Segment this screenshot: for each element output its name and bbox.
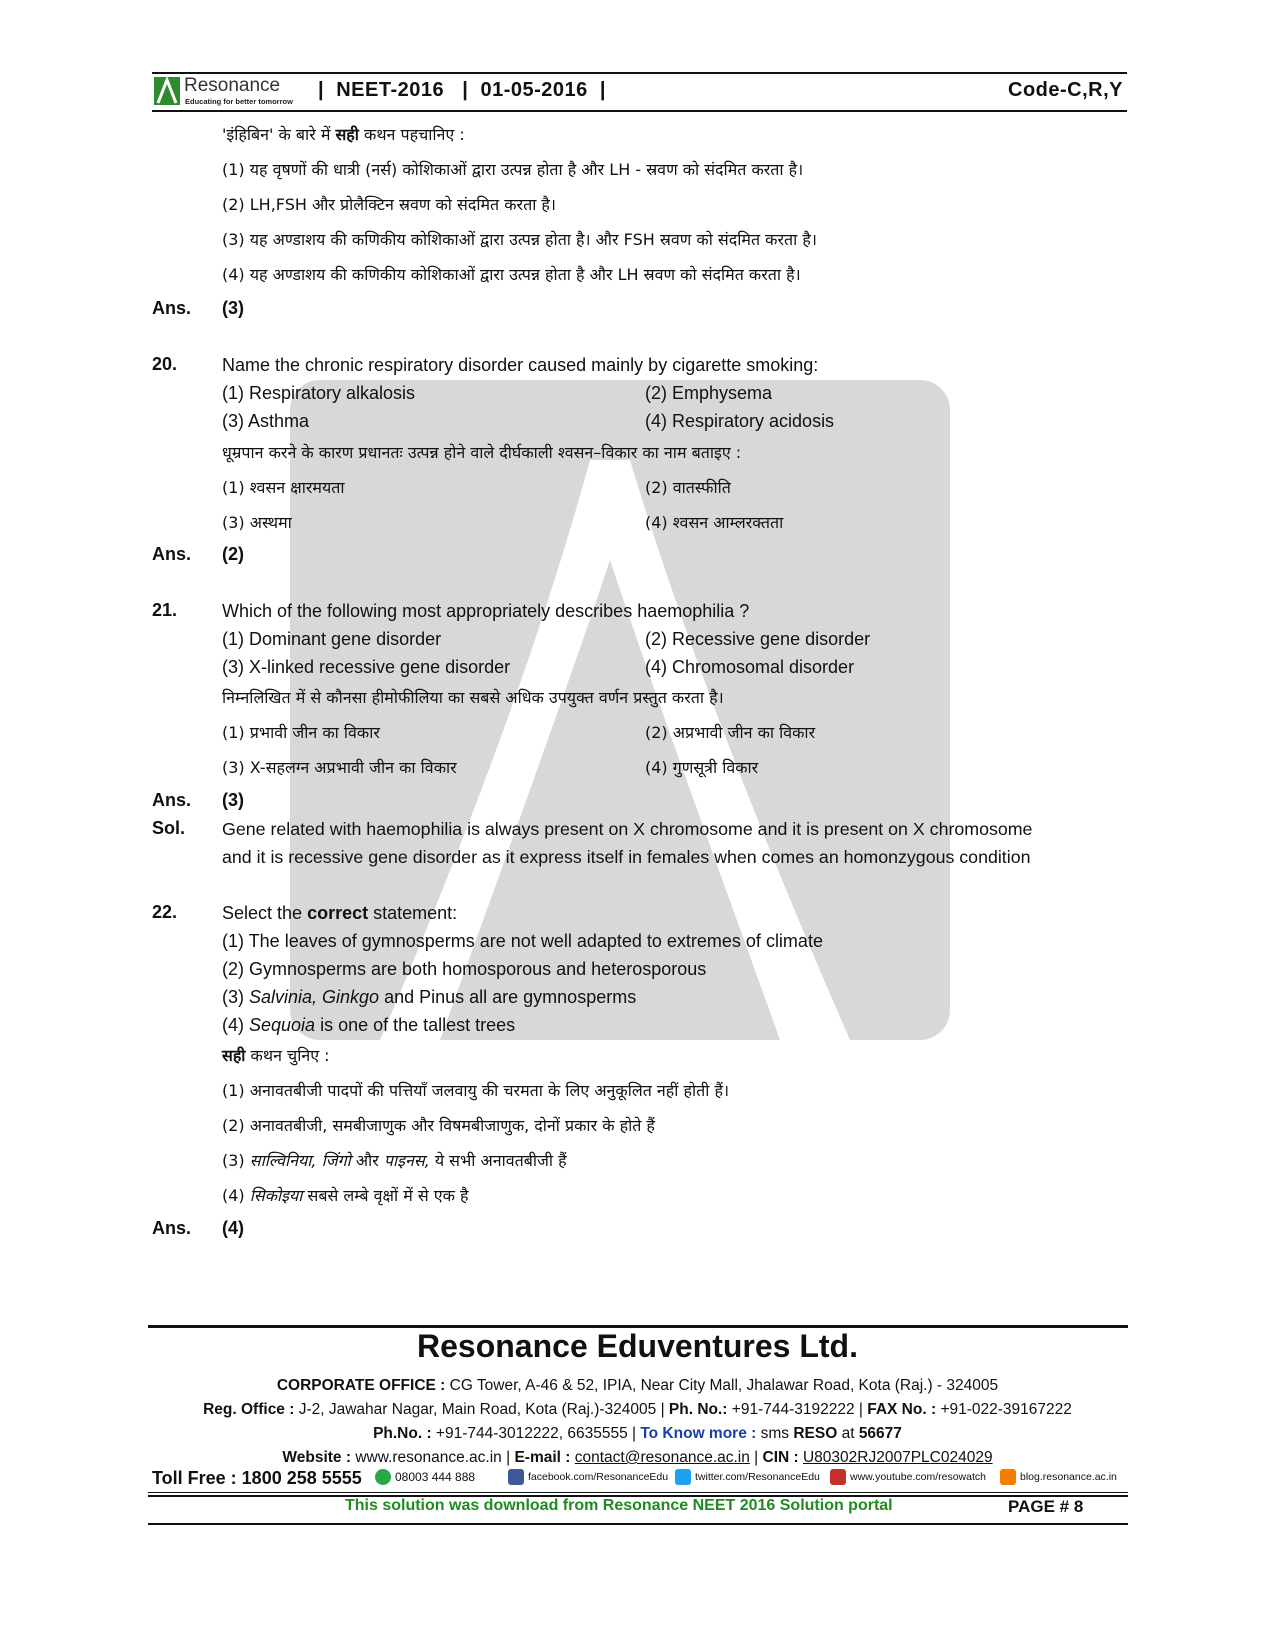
q21-solution-line-1: Gene related with haemophilia is always present on X chromosome and it is present on X chromosome bbox=[222, 819, 1033, 839]
company-name: Resonance Eduventures Ltd. bbox=[417, 1328, 858, 1364]
registered-office: Reg. Office : J-2, Jawahar Nagar, Main Road, Kota (Raj.)-324005 | Ph. No.: +91-744-3192222 | FAX No. : +91-022-39167222 bbox=[203, 1401, 1072, 1418]
q19-hindi-option-1: (1) यह वृषणों की धात्री (नर्स) कोशिकाओं द्वारा उत्पन्न होता है और LH - स्रवण को संदमित करता है। bbox=[222, 160, 804, 179]
q19-answer-label: Ans. bbox=[152, 298, 192, 318]
paper-code: Code-C,R,Y bbox=[1008, 79, 1123, 101]
q20-answer-label: Ans. bbox=[152, 544, 192, 564]
q19-hindi-option-4: (4) यह अण्डाशय की कणिकीय कोशिकाओं द्वारा उत्पन्न होता है और LH स्रवण को संदमित करता है। bbox=[222, 265, 801, 284]
blog-link[interactable]: blog.resonance.ac.in bbox=[1000, 1469, 1117, 1485]
q22-hindi-option-2: (2) अनावतबीजी, समबीजाणुक और विषमबीजाणुक, दोनों प्रकार के होते हैं bbox=[222, 1116, 655, 1135]
q20-option-3: (3) Asthma bbox=[222, 411, 310, 431]
youtube-link[interactable]: www.youtube.com/resowatch bbox=[830, 1469, 986, 1485]
logo-mark-icon bbox=[154, 77, 180, 105]
facebook-link[interactable]: facebook.com/ResonanceEdu bbox=[508, 1469, 668, 1485]
website-link[interactable]: www.resonance.ac.in | bbox=[355, 1449, 515, 1466]
footer-bottom-rule bbox=[148, 1523, 1128, 1525]
resonance-logo bbox=[154, 77, 304, 107]
q21-hindi-option-3: (3) X-सहलग्न अप्रभावी जीन का विकार bbox=[222, 758, 457, 777]
q19-hindi-option-2: (2) LH,FSH और प्रोलैक्टिन स्रवण को संदमित करता है। bbox=[222, 195, 556, 214]
q19-hindi-stem: 'इंहिबिन' के बारे में सही कथन पहचानिए : bbox=[222, 125, 465, 144]
q20-hindi-option-3: (3) अस्थमा bbox=[222, 513, 292, 532]
q22-option-4: (4) Sequoia is one of the tallest trees bbox=[222, 1015, 516, 1035]
logo-tagline: Educating for better tomorrow bbox=[185, 97, 293, 106]
corporate-office: CORPORATE OFFICE : CG Tower, A-46 & 52, IPIA, Near City Mall, Jhalawar Road, Kota (Raj.) - 324005 bbox=[276, 1377, 999, 1394]
q22-hindi-option-1: (1) अनावतबीजी पादपों की पत्तियाँ जलवायु की चरमता के लिए अनुकूलित नहीं होती हैं। bbox=[222, 1081, 730, 1100]
q22-hindi-option-4: (4) सिकोइया सबसे लम्बे वृक्षों में से एक है bbox=[222, 1186, 469, 1205]
q21-hindi-stem: निम्नलिखित में से कौनसा हीमोफीलिया का सबसे अधिक उपयुक्त वर्णन प्रस्तुत करता है। bbox=[222, 688, 724, 707]
q20-stem: Name the chronic respiratory disorder caused mainly by cigarette smoking: bbox=[222, 355, 819, 375]
blog-icon bbox=[1000, 1469, 1016, 1485]
q21-hindi-option-2: (2) अप्रभावी जीन का विकार bbox=[645, 723, 816, 742]
q20-number: 20. bbox=[152, 354, 178, 374]
q19-hindi-option-3: (3) यह अण्डाशय की कणिकीय कोशिकाओं द्वारा उत्पन्न होता है। और FSH स्रवण को संदमित करता है। bbox=[222, 230, 817, 249]
twitter-link[interactable]: twitter.com/ResonanceEdu bbox=[675, 1469, 820, 1485]
page-header bbox=[152, 72, 1127, 112]
q22-hindi-option-3: (3) साल्विनिया, जिंगो और पाइनस, ये सभी अनावतबीजी हैं bbox=[222, 1151, 567, 1170]
youtube-icon bbox=[830, 1469, 846, 1485]
q21-answer: (3) bbox=[222, 790, 244, 810]
q21-option-3: (3) X-linked recessive gene disorder bbox=[222, 657, 511, 677]
q21-number: 21. bbox=[152, 600, 178, 620]
q20-option-2: (2) Emphysema bbox=[645, 383, 773, 403]
email-link[interactable]: contact@resonance.ac.in bbox=[574, 1449, 750, 1466]
q22-answer-label: Ans. bbox=[152, 1218, 192, 1238]
q22-answer: (4) bbox=[222, 1218, 244, 1238]
phone-line: Ph.No. : +91-744-3012222, 6635555 | To Know more : sms RESO at 56677 bbox=[373, 1425, 902, 1442]
footer-mid-rule-1 bbox=[148, 1492, 1128, 1493]
q22-option-1: (1) The leaves of gymnosperms are not well adapted to extremes of climate bbox=[222, 931, 823, 951]
q20-hindi-option-4: (4) श्वसन आम्लरक्तता bbox=[645, 513, 784, 532]
q22-option-2: (2) Gymnosperms are both homosporous and heterosporous bbox=[222, 959, 707, 979]
exam-info: | NEET-2016 | 01-05-2016 | bbox=[318, 79, 606, 101]
whatsapp-contact[interactable]: 08003 444 888 bbox=[375, 1469, 475, 1485]
q21-option-1: (1) Dominant gene disorder bbox=[222, 629, 442, 649]
toll-free: Toll Free : 1800 258 5555 bbox=[152, 1468, 362, 1488]
page-number: PAGE # 8 bbox=[1008, 1497, 1084, 1516]
q20-hindi-option-2: (2) वातस्फीति bbox=[645, 478, 731, 497]
website-line: Website : www.resonance.ac.in | E-mail : contact@resonance.ac.in | CIN : U80302RJ2007PLC024029 bbox=[282, 1449, 993, 1466]
q22-number: 22. bbox=[152, 902, 178, 922]
q20-option-1: (1) Respiratory alkalosis bbox=[222, 383, 416, 403]
q22-option-3: (3) Salvinia, Ginkgo and Pinus all are gymnosperms bbox=[222, 987, 637, 1007]
logo-name: Resonance bbox=[184, 75, 281, 96]
q19-answer: (3) bbox=[222, 298, 244, 318]
q21-stem: Which of the following most appropriately describes haemophilia ? bbox=[222, 601, 750, 621]
twitter-icon bbox=[675, 1469, 691, 1485]
q21-solution-line-2: and it is recessive gene disorder as it express itself in females when comes an homonzygous condition bbox=[222, 847, 1031, 867]
whatsapp-icon bbox=[375, 1469, 391, 1485]
q21-option-4: (4) Chromosomal disorder bbox=[645, 657, 855, 677]
q22-hindi-stem: सही कथन चुनिए : bbox=[222, 1046, 330, 1065]
q21-hindi-option-4: (4) गुणसूत्री विकार bbox=[645, 758, 759, 777]
q22-stem: Select the correct statement: bbox=[222, 903, 458, 923]
q21-solution-label: Sol. bbox=[152, 818, 186, 838]
q21-hindi-option-1: (1) प्रभावी जीन का विकार bbox=[222, 723, 380, 742]
q20-hindi-option-1: (1) श्वसन क्षारमयता bbox=[222, 478, 345, 497]
facebook-icon bbox=[508, 1469, 524, 1485]
q21-option-2: (2) Recessive gene disorder bbox=[645, 629, 871, 649]
q20-hindi-stem: धूम्रपान करने के कारण प्रधानतः उत्पन्न होने वाले दीर्घकाली श्वसन–विकार का नाम बताइए : bbox=[222, 443, 742, 462]
q20-option-4: (4) Respiratory acidosis bbox=[645, 411, 835, 431]
q20-answer: (2) bbox=[222, 544, 244, 564]
q21-answer-label: Ans. bbox=[152, 790, 192, 810]
portal-note: This solution was download from Resonance NEET 2016 Solution portal bbox=[345, 1497, 893, 1514]
